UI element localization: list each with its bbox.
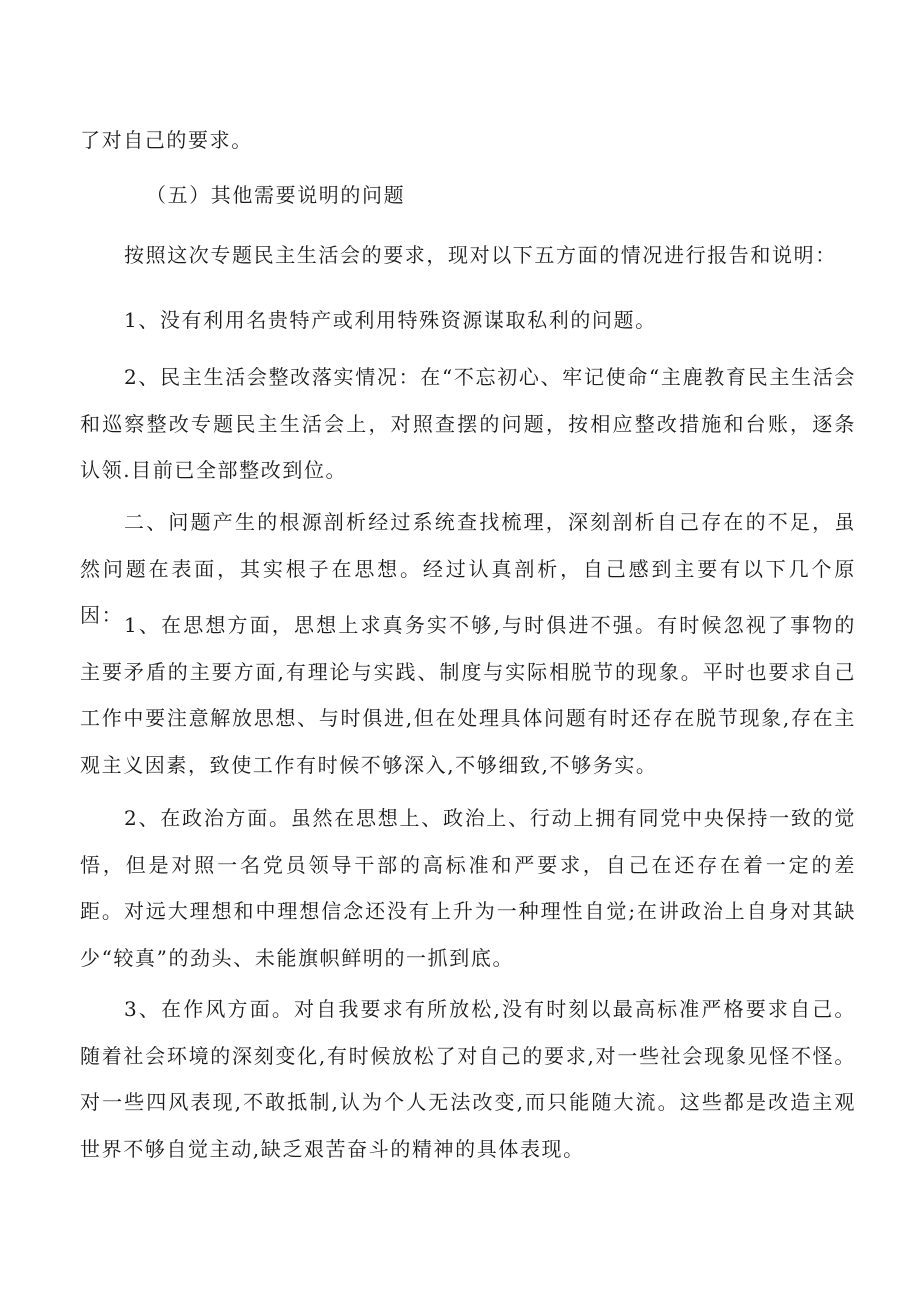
paragraph-item-1-no-private-gain: 1、没有利用名贵特产或利用特殊资源谋取私利的问题。 xyxy=(124,308,657,332)
section-heading-other-issues: （五）其他需要说明的问题 xyxy=(146,183,406,207)
paragraph-root-cause-analysis: 二、问题产生的根源剖析经过系统查找梳理，深刻剖析自己存在的不足，虽然问题在表面，其实根子在思想。经过认真剖析，自己感到主要有以下几个原因： xyxy=(80,510,856,627)
paragraph-item-2-rectification: 2、民主生活会整改落实情况：在“不忘初心、牢记使命“主鹿教育民主生活会和巡察整改专题民主生活会上，对照查摆的问题，按相应整改措施和台账，逐条认领.目前已全部整改到位。 xyxy=(80,365,856,482)
paragraph-continuation: 了对自己的要求。 xyxy=(80,128,253,152)
paragraph-cause-1-thinking: 1、在思想方面，思想上求真务实不够,与时俱进不强。有时候忽视了事物的主要矛盾的主要方面,有理论与实践、制度与实际相脱节的现象。平时也要求自己工作中要注意解放思想、与时俱进,但在处理具体问题有时还存在脱节现象,存在主观主义因素，致使工作有时候不够深入,不够细致,不够务实。 xyxy=(80,613,856,777)
paragraph-cause-2-politics: 2、在政治方面。虽然在思想上、政治上、行动上拥有同党中央保持一致的觉悟，但是对照一名党员领导干部的高标准和严要求，自己在还存在着一定的差距。对远大理想和中理想信念还没有上升为一种理性自觉;在讲政治上自身对其缺少“较真”的劲头、未能旗帜鲜明的一抓到底。 xyxy=(80,806,856,970)
paragraph-report-intro: 按照这次专题民主生活会的要求，现对以下五方面的情况进行报告和说明： xyxy=(124,243,837,267)
paragraph-cause-3-work-style: 3、在作风方面。对自我要求有所放松,没有时刻以最高标准严格要求自己。随着社会环境的深刻变化,有时候放松了对自己的要求,对一些社会现象见怪不怪。对一些四风表现,不敢抵制,认为个人无法改变,而只能随大流。这些都是改造主观世界不够自觉主动,缺乏艰苦奋斗的精神的具体表现。 xyxy=(80,997,856,1161)
